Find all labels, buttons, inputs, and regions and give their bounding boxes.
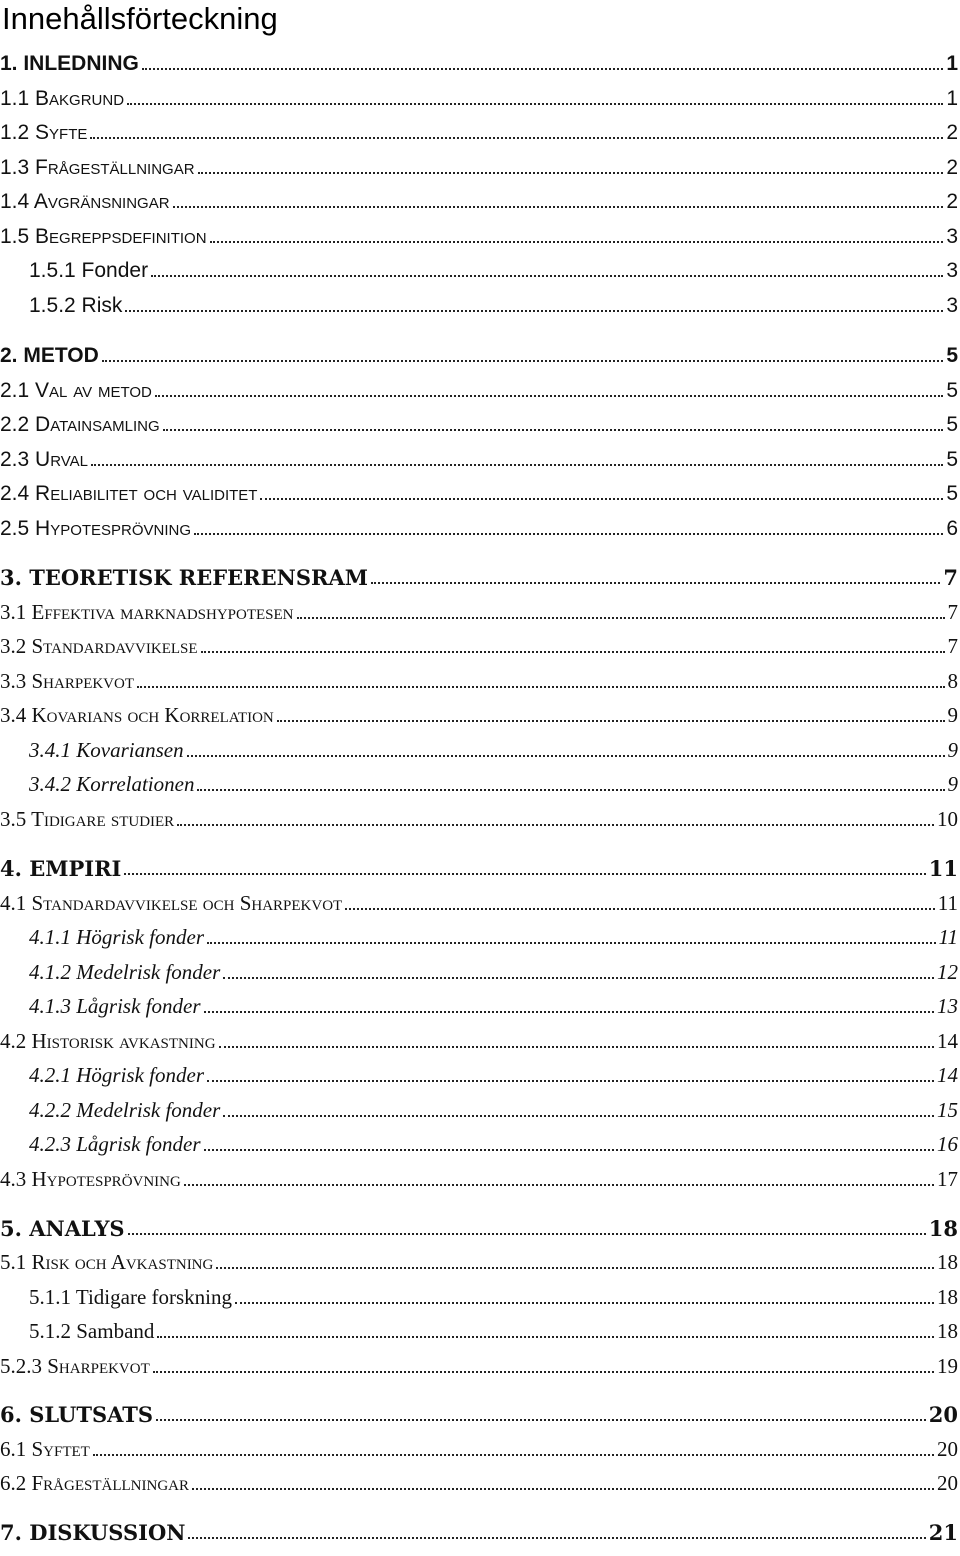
toc-entry-label: 2.2 Datainsamling — [0, 413, 160, 436]
toc-entry[interactable] — [0, 442, 960, 472]
dot-leader — [187, 755, 945, 757]
toc-entry-label: 4.2 Historisk avkastning — [0, 1029, 216, 1053]
toc-entry[interactable] — [0, 1515, 960, 1545]
toc-entry-label: 1.1 Bakgrund — [0, 87, 125, 110]
toc-entry-page: 13 — [937, 994, 958, 1018]
toc-entry-page: 7 — [947, 634, 958, 658]
toc-entry[interactable] — [0, 338, 960, 368]
toc-entry-page: 11 — [938, 925, 958, 949]
toc-entry-label: 4.1.2 Medelrisk fonder — [29, 960, 221, 984]
toc-entry[interactable] — [0, 920, 960, 950]
toc-entry-label: 1.5.1 Fonder — [29, 259, 149, 282]
toc-entry-page: 5 — [946, 448, 958, 471]
toc-entry[interactable] — [0, 1058, 960, 1088]
toc-entry-label: 2.1 Val av metod — [0, 379, 152, 402]
toc-entry-label: 3.1 Effektiva marknadshypotesen — [0, 600, 294, 624]
toc-entry-page: 5 — [946, 344, 958, 367]
toc-entry-label: 1. INLEDNING — [0, 52, 139, 75]
toc-entry[interactable] — [0, 184, 960, 214]
toc-entry-label: 5.1 Risk och Avkastning — [0, 1250, 214, 1274]
toc-entry-page: 20 — [928, 1402, 958, 1427]
toc-entry-page: 9 — [947, 703, 958, 727]
toc-entry[interactable] — [0, 1245, 960, 1275]
dot-leader — [345, 908, 935, 910]
toc-entry-label: 3.4 Kovarians och Korrelation — [0, 703, 274, 727]
toc-entry-label: 2. METOD — [0, 344, 99, 367]
toc-entry-label: 1.4 Avgränsningar — [0, 190, 170, 213]
dot-leader — [197, 789, 944, 791]
toc-entry[interactable] — [0, 219, 960, 249]
toc-entry-page: 11 — [928, 856, 958, 881]
toc-entry-page: 1 — [946, 87, 958, 110]
toc-entry[interactable] — [0, 407, 960, 437]
dot-leader — [223, 977, 934, 979]
toc-entry[interactable] — [0, 767, 960, 797]
dot-leader — [260, 498, 943, 500]
toc-entry-page: 14 — [937, 1029, 958, 1053]
toc-entry-label: 3.4.2 Korrelationen — [29, 772, 195, 796]
toc-entry[interactable] — [0, 1024, 960, 1054]
toc-entry-page: 20 — [937, 1471, 958, 1495]
dot-leader — [125, 310, 943, 312]
dot-leader — [93, 1454, 934, 1456]
dot-leader — [128, 1233, 926, 1235]
toc-entry-page: 10 — [937, 807, 958, 831]
dot-leader — [155, 395, 943, 397]
dot-leader — [173, 206, 944, 208]
toc-entry-label: 4.3 Hypotesprövning — [0, 1167, 181, 1191]
toc-entry-page: 19 — [937, 1354, 958, 1378]
dot-leader — [184, 1184, 934, 1186]
toc-entry-label: 2.3 Urval — [0, 448, 88, 471]
toc-entry[interactable] — [0, 1093, 960, 1123]
toc-entry-label: 1.2 Syfte — [0, 121, 88, 144]
toc-entry[interactable] — [0, 1211, 960, 1241]
toc-entry[interactable] — [0, 1466, 960, 1496]
toc-entry-label: 3.2 Standardavvikelse — [0, 634, 198, 658]
toc-entry-label: 3. TEORETISK REFERENSRAM — [0, 565, 368, 590]
toc-entry[interactable] — [0, 698, 960, 728]
dot-leader — [153, 1371, 934, 1373]
toc-entry-label: 5. ANALYS — [0, 1216, 125, 1241]
dot-leader — [204, 1149, 934, 1151]
dot-leader — [124, 873, 925, 875]
toc-entry-label: 1.5 Begreppsdefinition — [0, 225, 207, 248]
toc-entry[interactable] — [0, 595, 960, 625]
toc-entry-label: 7. DISKUSSION — [0, 1520, 186, 1545]
dot-leader — [177, 824, 934, 826]
toc-entry-label: 4.1 Standardavvikelse och Sharpekvot — [0, 891, 343, 915]
toc-entry[interactable] — [0, 851, 960, 881]
toc-entry-page: 2 — [946, 190, 958, 213]
dot-leader — [201, 651, 945, 653]
toc-entry-label: 5.1.1 Tidigare forskning — [29, 1285, 233, 1309]
toc-entry[interactable] — [0, 802, 960, 832]
toc-entry-label: 6.1 Syftet — [0, 1437, 90, 1461]
dot-leader — [297, 617, 945, 619]
toc-entry[interactable] — [0, 1314, 960, 1344]
toc-entry-label: 4.2.1 Högrisk fonder — [29, 1063, 204, 1087]
toc-entry-page: 5 — [946, 413, 958, 436]
toc-entry-page: 18 — [937, 1319, 958, 1343]
dot-leader — [219, 1046, 934, 1048]
toc-entry[interactable] — [0, 1349, 960, 1379]
toc-entry-label: 5.2.3 Sharpekvot — [0, 1354, 150, 1378]
toc-entry-page: 18 — [937, 1285, 958, 1309]
toc-entry[interactable] — [0, 1127, 960, 1157]
toc-entry-label: 2.5 Hypotesprövning — [0, 517, 192, 540]
dot-leader — [207, 1080, 934, 1082]
toc-entry[interactable] — [0, 1397, 960, 1427]
toc-entry-page: 12 — [937, 960, 958, 984]
toc-entry-page: 21 — [928, 1520, 958, 1545]
toc-entry[interactable] — [0, 288, 960, 318]
toc-entry-page: 7 — [943, 565, 958, 590]
toc-entry-page: 5 — [946, 379, 958, 402]
toc-entry[interactable] — [0, 253, 960, 283]
dot-leader — [223, 1115, 934, 1117]
toc-entry[interactable] — [0, 1162, 960, 1192]
dot-leader — [163, 429, 944, 431]
toc-entry-label: 3.5 Tidigare studier — [0, 807, 175, 831]
toc-entry-label: 6.2 Frågeställningar — [0, 1471, 190, 1495]
toc-entry[interactable] — [0, 1432, 960, 1462]
dot-leader — [216, 1267, 934, 1269]
page-title: Innehållsförteckning — [2, 1, 278, 36]
toc-entry[interactable] — [0, 733, 960, 763]
dot-leader — [198, 172, 944, 174]
toc-entry-page: 3 — [946, 259, 958, 282]
dot-leader — [204, 1011, 934, 1013]
toc-entry-page: 18 — [928, 1216, 958, 1241]
toc-entry-page: 14 — [937, 1063, 958, 1087]
dot-leader — [91, 464, 943, 466]
dot-leader — [102, 360, 944, 362]
toc-entry-page: 3 — [946, 225, 958, 248]
toc-entry-label: 4.1.3 Lågrisk fonder — [29, 994, 201, 1018]
toc-entry[interactable] — [0, 150, 960, 180]
toc-entry[interactable] — [0, 81, 960, 111]
toc-entry-page: 5 — [946, 482, 958, 505]
toc-entry-label: 4. EMPIRI — [0, 856, 122, 881]
toc-entry[interactable] — [0, 955, 960, 985]
toc-entry-page: 9 — [947, 772, 958, 796]
toc-entry-label: 3.4.1 Kovariansen — [29, 738, 184, 762]
toc-entry[interactable] — [0, 476, 960, 506]
toc-entry-page: 8 — [947, 669, 958, 693]
toc-entry-page: 6 — [946, 517, 958, 540]
toc-entry-page: 1 — [946, 52, 958, 75]
toc-entry[interactable] — [0, 664, 960, 694]
toc-entry-label: 1.5.2 Risk — [29, 294, 123, 317]
dot-leader — [156, 1419, 926, 1421]
toc-entry-label: 5.1.2 Samband — [29, 1319, 155, 1343]
toc-entry[interactable] — [0, 373, 960, 403]
toc-entry-label: 4.2.3 Lågrisk fonder — [29, 1132, 201, 1156]
dot-leader — [151, 275, 943, 277]
toc-entry[interactable] — [0, 560, 960, 590]
dot-leader — [127, 103, 943, 105]
dot-leader — [277, 720, 945, 722]
dot-leader — [142, 68, 943, 70]
toc-entry-page: 2 — [946, 121, 958, 144]
toc-entry-page: 16 — [937, 1132, 958, 1156]
toc-entry-label: 4.2.2 Medelrisk fonder — [29, 1098, 221, 1122]
toc-entry-page: 7 — [947, 600, 958, 624]
toc-entry-page: 9 — [947, 738, 958, 762]
toc-entry-page: 3 — [946, 294, 958, 317]
toc-entry-label: 3.3 Sharpekvot — [0, 669, 135, 693]
toc-entry-page: 18 — [937, 1250, 958, 1274]
toc-entry-page: 20 — [937, 1437, 958, 1461]
toc-entry[interactable] — [0, 629, 960, 659]
toc-entry[interactable] — [0, 1280, 960, 1310]
toc-entry-label: 4.1.1 Högrisk fonder — [29, 925, 204, 949]
toc-entry-page: 17 — [937, 1167, 958, 1191]
dot-leader — [235, 1302, 934, 1304]
dot-leader — [188, 1537, 925, 1539]
dot-leader — [194, 533, 943, 535]
dot-leader — [210, 241, 944, 243]
dot-leader — [207, 942, 936, 944]
toc-entry[interactable] — [0, 115, 960, 145]
dot-leader — [90, 137, 943, 139]
toc-entry-page: 15 — [937, 1098, 958, 1122]
dot-leader — [157, 1336, 934, 1338]
toc-entry[interactable] — [0, 511, 960, 541]
toc-entry-page: 2 — [946, 156, 958, 179]
toc-entry-label: 2.4 Reliabilitet och validitet — [0, 482, 258, 505]
toc-entry[interactable] — [0, 46, 960, 76]
toc-entry-page: 11 — [937, 891, 958, 915]
toc-entry-label: 6. SLUTSATS — [0, 1402, 154, 1427]
dot-leader — [137, 686, 944, 688]
dot-leader — [192, 1488, 934, 1490]
toc-entry[interactable] — [0, 989, 960, 1019]
dot-leader — [371, 582, 940, 584]
toc-entry-label: 1.3 Frågeställningar — [0, 156, 195, 179]
toc-entry[interactable] — [0, 886, 960, 916]
